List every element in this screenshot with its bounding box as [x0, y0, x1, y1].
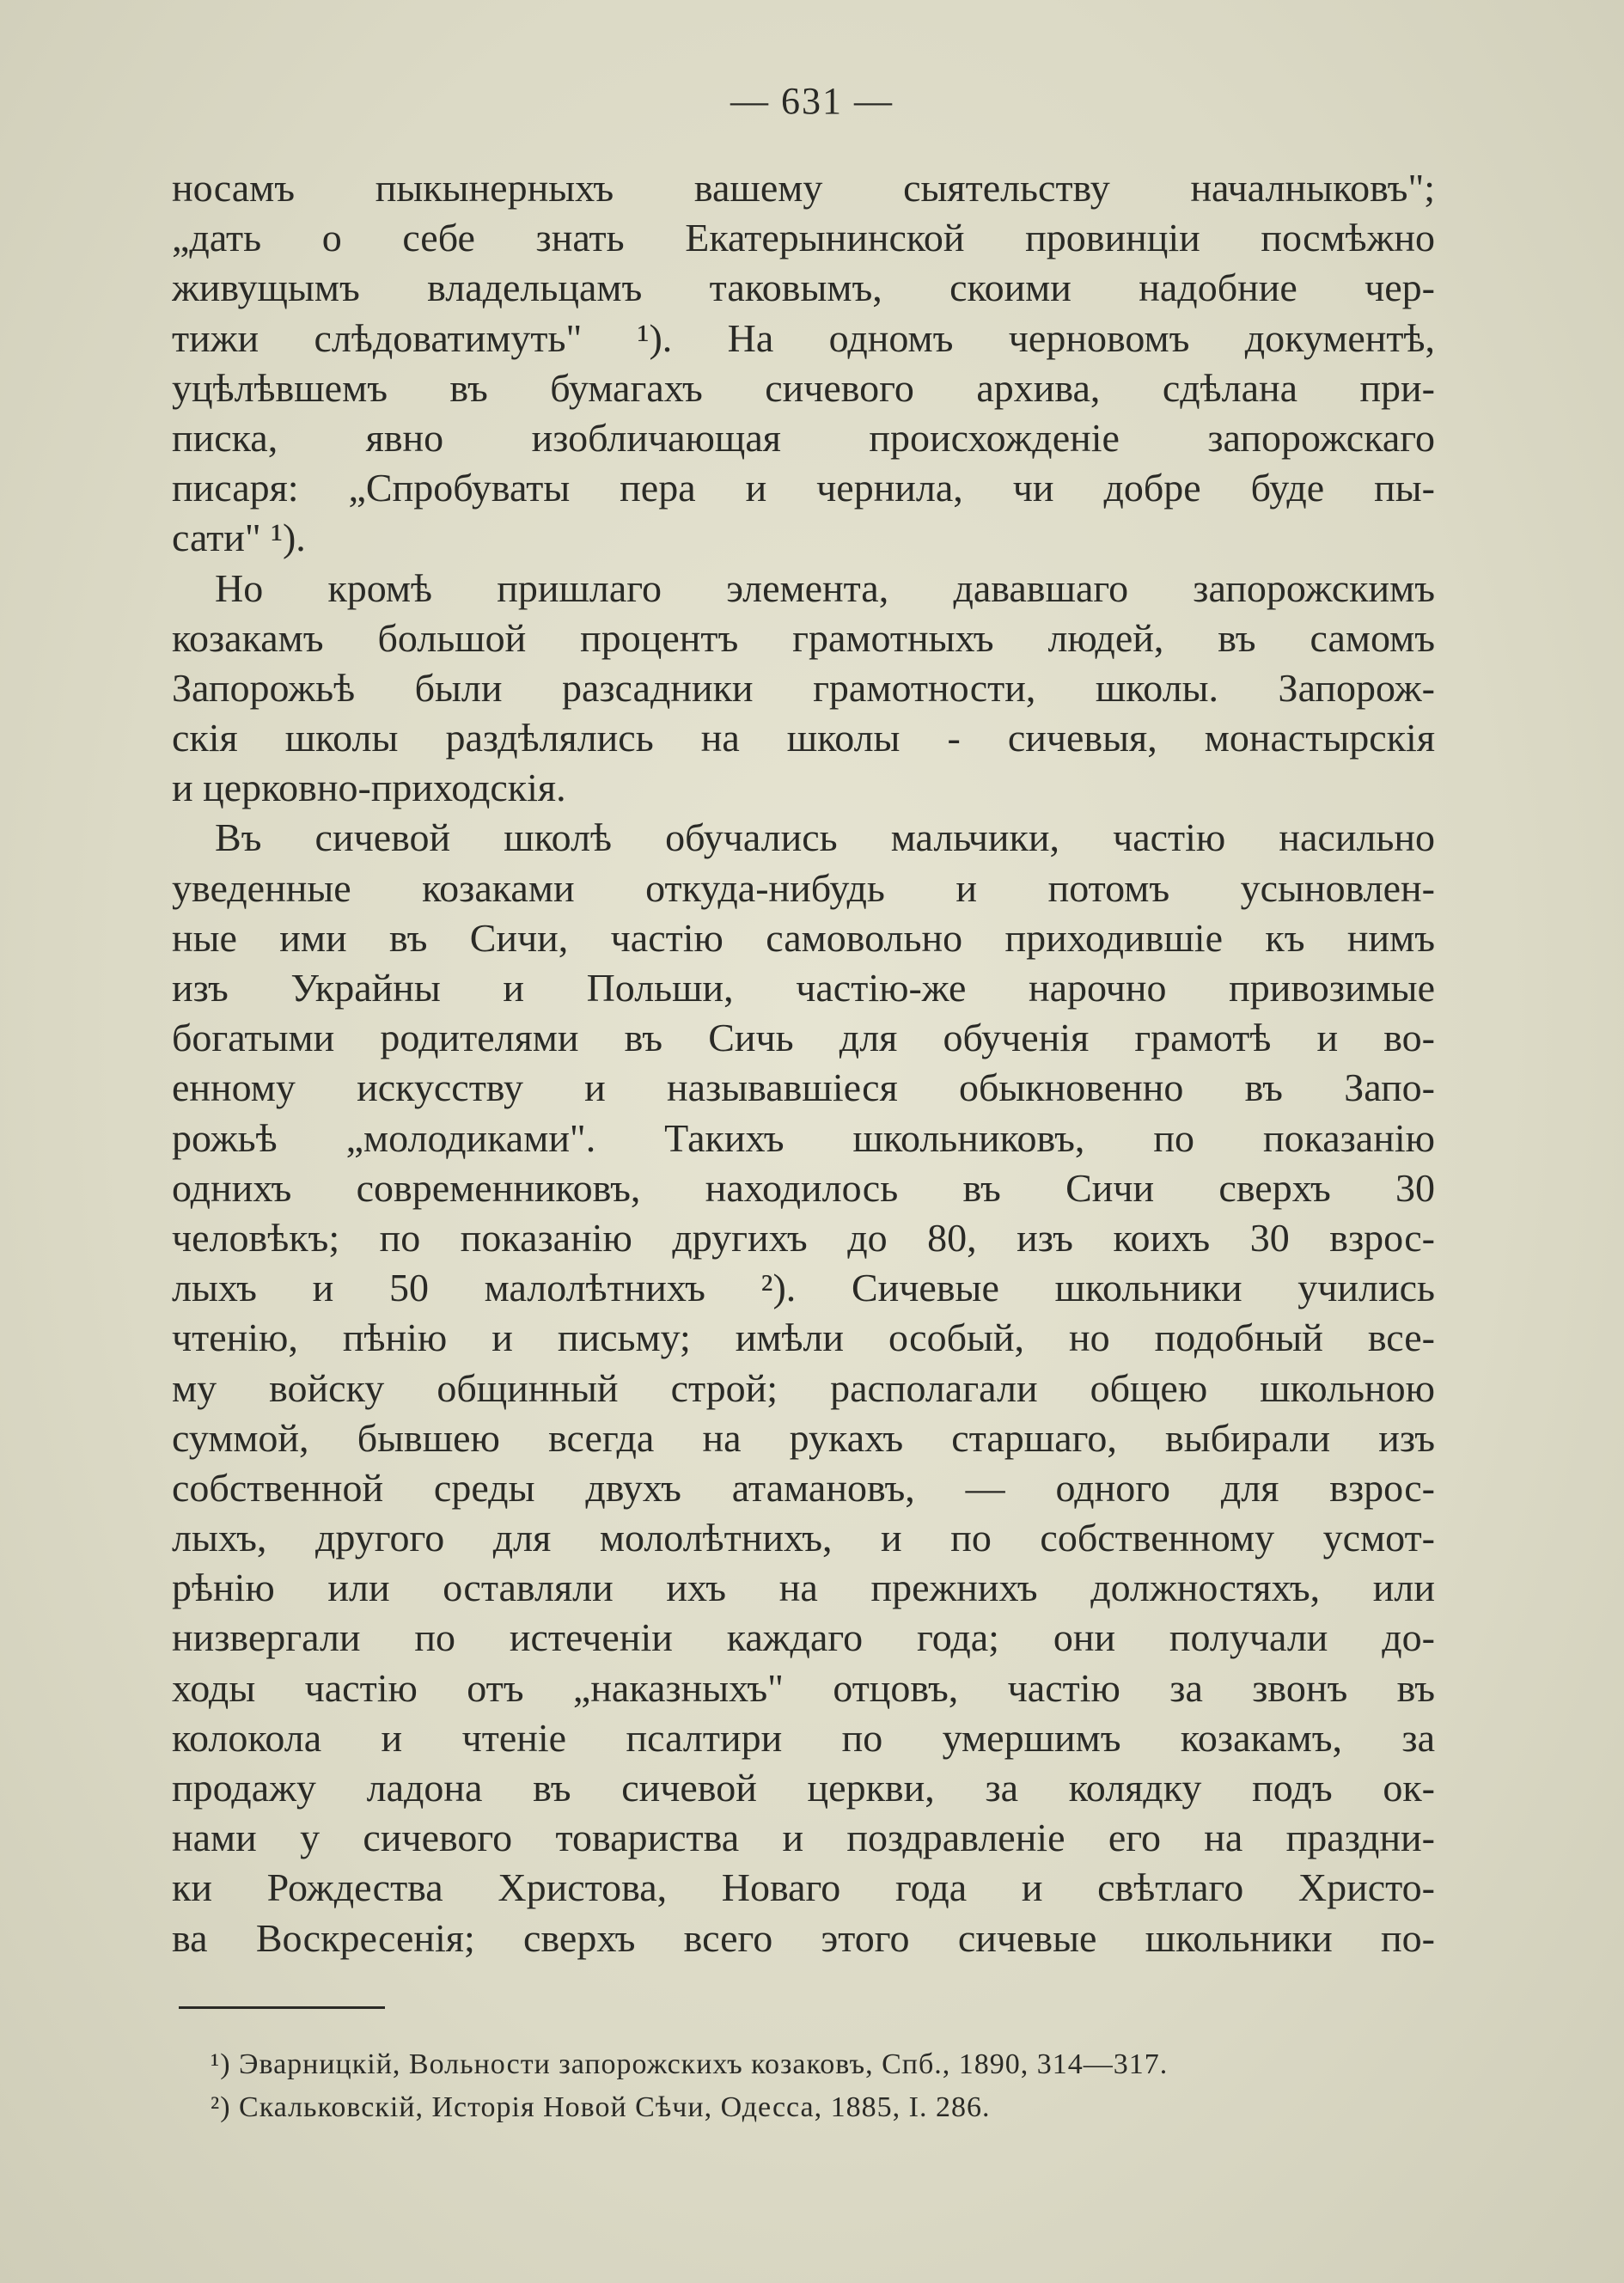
- footnotes: [211, 2043, 1413, 2129]
- text-line: изъ Украйны и Польши, частію-же нарочно привозимые: [172, 966, 1435, 1010]
- text-line: человѣкъ; по показанію другихъ до 80, изъ коихъ 30 взрос-: [172, 1215, 1435, 1260]
- text-line: Въ сичевой школѣ обучались мальчики, частію насильно: [215, 815, 1435, 860]
- text-line: енному искусству и называвшіеся обыкновенно въ Запо-: [172, 1065, 1435, 1110]
- text-line: козакамъ большой процентъ грамотныхъ людей, въ самомъ: [172, 615, 1435, 660]
- page-number: — 631 —: [730, 80, 894, 122]
- text-line: сати" ¹).: [172, 516, 306, 560]
- footnote-2: ²) Скальковскій, Исторія Новой Сѣчи, Одесса, 1885, I. 286.: [211, 2091, 991, 2123]
- paragraph-3: [172, 813, 1435, 1963]
- text-line: нами у сичевого товариства и поздравленіе его на праздни-: [172, 1816, 1435, 1860]
- text-line: и церковно-приходскія.: [172, 766, 566, 810]
- text-line: ки Рождества Христова, Новаго года и свѣтлаго Христо-: [172, 1865, 1435, 1910]
- footnote-divider: [179, 2006, 385, 2009]
- text-line: носамъ пыкынерныхъ вашему сыятельству началныковъ";: [172, 166, 1435, 210]
- text-line: писаря: „Спробуваты пера и чернила, чи добре буде пы-: [172, 466, 1435, 510]
- text-line: однихъ современниковъ, находилось въ Сичи сверхъ 30: [172, 1165, 1435, 1210]
- body-text: [172, 163, 1435, 1963]
- text-line: Но кромѣ пришлаго элемента, дававшаго запорожскимъ: [215, 565, 1435, 610]
- text-line: скія школы раздѣлялись на школы - сичевыя, монастырскія: [172, 716, 1435, 760]
- text-line: богатыми родителями въ Сичь для обученія грамотѣ и во-: [172, 1016, 1435, 1060]
- text-line: продажу ладона въ сичевой церкви, за колядку подъ ок-: [172, 1766, 1435, 1810]
- text-line: лыхъ, другого для мололѣтнихъ, и по собственному усмот-: [172, 1516, 1435, 1560]
- text-line: чтенію, пѣнію и письму; имѣли особый, но подобный все-: [172, 1315, 1435, 1360]
- text-line: „дать о себе знать Екатерынинской провинціи посмѣжно: [172, 216, 1435, 260]
- text-line: суммой, бывшею всегда на рукахъ старшаго, выбирали изъ: [172, 1415, 1435, 1460]
- text-line: ные ими въ Сичи, частію самовольно приходившіе къ нимъ: [172, 915, 1435, 960]
- text-line: лыхъ и 50 малолѣтнихъ ²). Сичевые школьники учились: [172, 1266, 1435, 1310]
- footnote-1: ¹) Эварницкій, Вольности запорожскихъ козаковъ, Спб., 1890, 314—317.: [211, 2048, 1169, 2080]
- text-line: ходы частію отъ „наказныхъ" отцовъ, частію за звонъ въ: [172, 1665, 1435, 1710]
- text-line: уцѣлѣвшемъ въ бумагахъ сичевого архива, сдѣлана при-: [172, 365, 1435, 410]
- text-line: Запорожьѣ были разсадники грамотности, школы. Запорож-: [172, 665, 1435, 710]
- text-line: низвергали по истеченіи каждаго года; они получали до-: [172, 1615, 1435, 1660]
- text-line: уведенные козаками откуда-нибудь и потомъ усыновлен-: [172, 865, 1435, 910]
- text-line: му войску общинный строй; располагали общею школьною: [172, 1365, 1435, 1410]
- paragraph-1: [172, 163, 1435, 564]
- text-line: писка, явно изобличающая происхожденіе запорожскаго: [172, 415, 1435, 460]
- text-line: ва Воскресенія; сверхъ всего этого сичевые школьники по-: [172, 1915, 1435, 1960]
- text-line: колокола и чтеніе псалтири по умершимъ козакамъ, за: [172, 1715, 1435, 1760]
- text-line: рожьѣ „молодиками". Такихъ школьниковъ, по показанію: [172, 1115, 1435, 1160]
- text-line: живущымъ владельцамъ таковымъ, скоими надобние чер-: [172, 266, 1435, 310]
- text-line: рѣнію или оставляли ихъ на прежнихъ должностяхъ, или: [172, 1566, 1435, 1610]
- text-line: собственной среды двухъ атамановъ, — одного для взрос-: [172, 1465, 1435, 1510]
- paragraph-2: [172, 564, 1435, 814]
- text-line: тижи слѣдоватимуть" ¹). На одномъ черновомъ документѣ,: [172, 315, 1435, 360]
